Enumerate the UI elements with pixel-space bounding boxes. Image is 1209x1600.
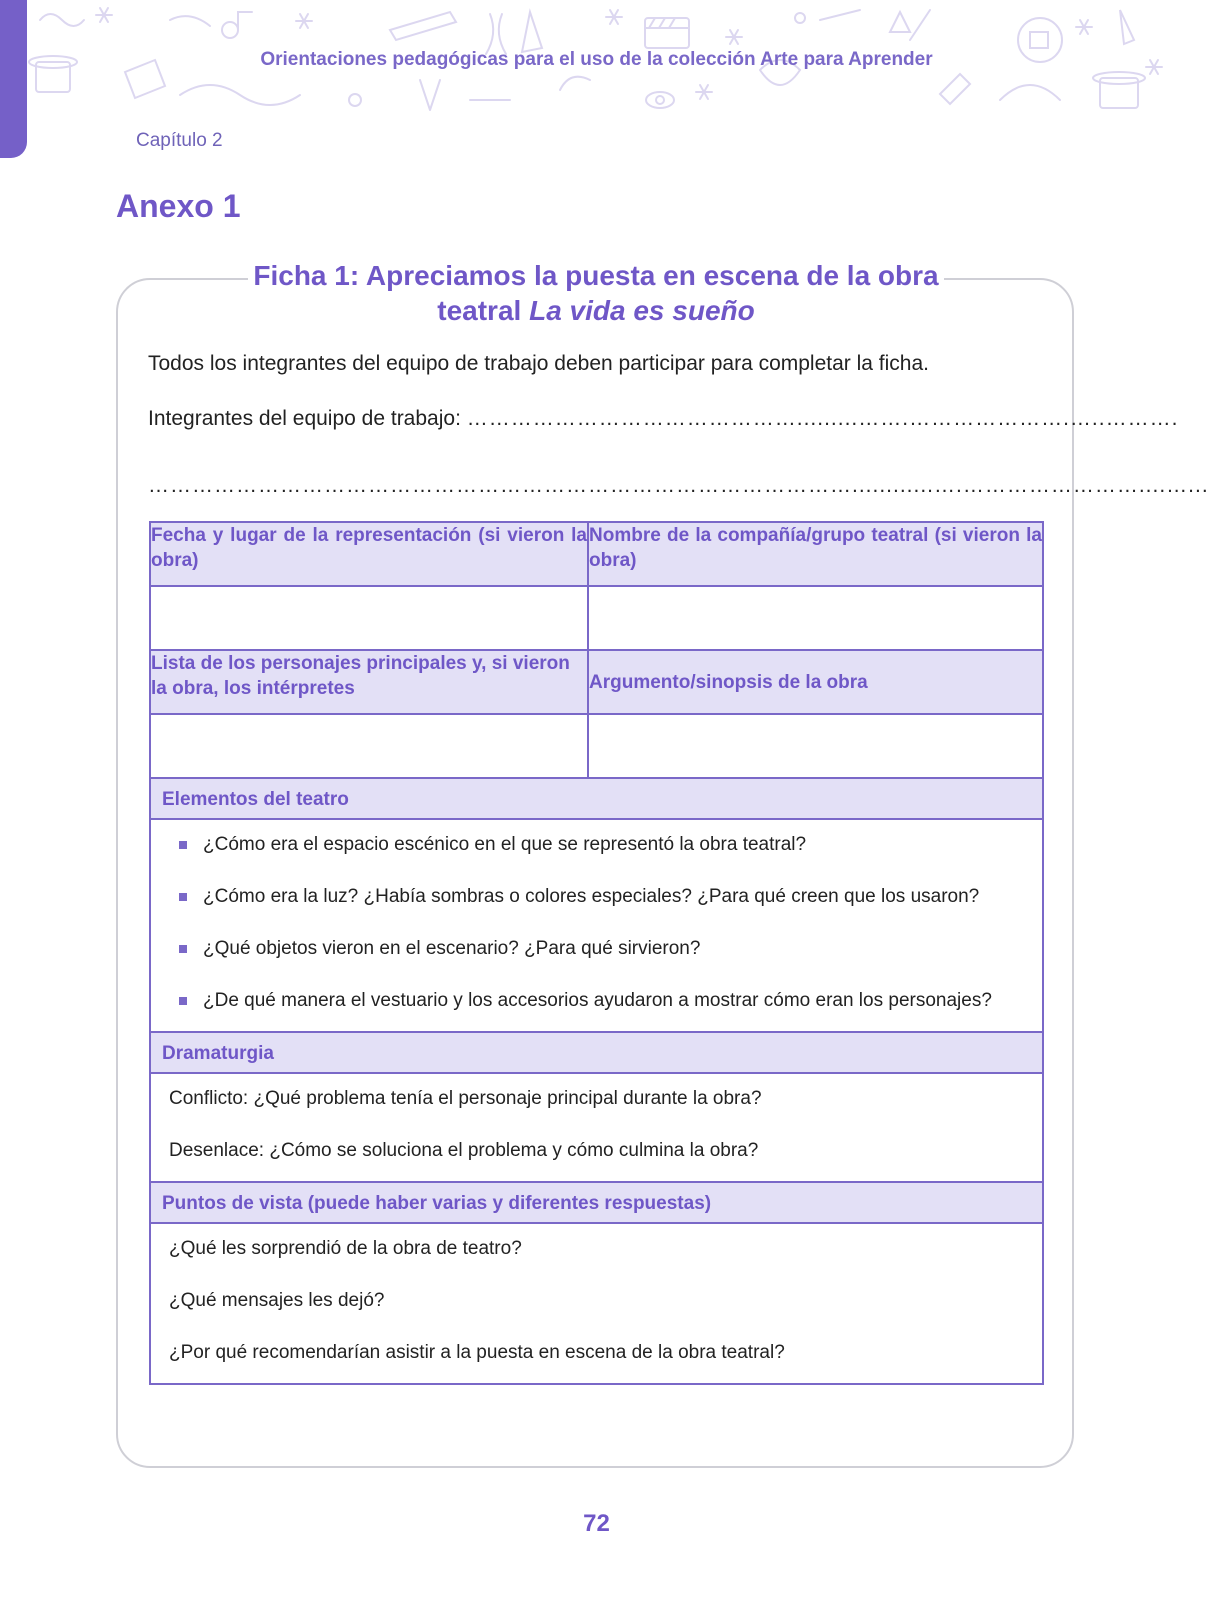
worksheet-instructions: Todos los integrantes del equipo de trabajo deben participar para completar la ficha. (148, 352, 929, 375)
section-body-viewpoints (150, 1223, 1043, 1384)
worksheet-title-prefix: teatral (437, 295, 530, 326)
list-item (151, 936, 1042, 961)
header-characters: Lista de los personajes principales y, si vieron la obra, los intérpretes (150, 650, 588, 714)
worksheet-title-line1: Ficha 1: Apreciamos la puesta en escena de la obra (253, 260, 939, 291)
answer-cell-synopsis[interactable] (588, 714, 1043, 778)
header-date-place: Fecha y lugar de la representación (si vieron la obra) (150, 522, 588, 586)
chapter-label: Capítulo 2 (136, 130, 223, 151)
header-company: Nombre de la compañía/grupo teatral (si vieron la obra) (588, 522, 1043, 586)
square-bullet-icon (179, 841, 187, 849)
worksheet-title (248, 258, 944, 328)
question-text: ¿De qué manera el vestuario y los accesorios ayudaron a mostrar cómo eran los personajes? (203, 990, 992, 1011)
header-synopsis: Argumento/sinopsis de la obra (588, 650, 1043, 714)
list-item (151, 832, 1042, 857)
team-members-fill-line: ……………………………………….........…….………………….…..………. (466, 407, 1179, 430)
question-text: Desenlace: ¿Cómo se soluciona el problema y cómo culmina la obra? (169, 1140, 759, 1161)
section-heading-viewpoints: Puntos de vista (puede haber varias y diferentes respuestas) (150, 1182, 1043, 1223)
question-text: Conflicto: ¿Qué problema tenía el personaje principal durante la obra? (169, 1088, 762, 1109)
question-text: ¿Por qué recomendarían asistir a la puesta en escena de la obra teatral? (169, 1342, 785, 1363)
question-text: ¿Cómo era la luz? ¿Había sombras o colores especiales? ¿Para qué creen que los usaron? (203, 886, 980, 907)
team-members-line (148, 407, 1179, 431)
square-bullet-icon (179, 945, 187, 953)
square-bullet-icon (179, 893, 187, 901)
question-text: ¿Qué les sorprendió de la obra de teatro? (169, 1238, 522, 1259)
worksheet-table (149, 521, 1044, 1385)
answer-cell-characters[interactable] (150, 714, 588, 778)
header-title: Orientaciones pedagógicas para el uso de la colección Arte para Aprender (260, 49, 933, 70)
team-members-label: Integrantes del equipo de trabajo: (148, 407, 467, 430)
section-heading-dramaturgy: Dramaturgia (150, 1032, 1043, 1073)
answer-cell-company[interactable] (588, 586, 1043, 650)
list-item (151, 988, 1042, 1013)
square-bullet-icon (179, 997, 187, 1005)
question-text: ¿Qué objetos vieron en el escenario? ¿Para qué sirvieron? (203, 938, 701, 959)
play-title: La vida es sueño (529, 295, 755, 326)
team-members-fill-line-2: ……………………………………………………………………………………............….……………………....…... (148, 474, 1209, 497)
answer-cell-date-place[interactable] (150, 586, 588, 650)
question-text: ¿Cómo era el espacio escénico en el que se representó la obra teatral? (203, 834, 807, 855)
section-body-dramaturgy (150, 1073, 1043, 1182)
worksheet-title-line2 (248, 293, 944, 328)
section-body-theatre-elements (150, 819, 1043, 1032)
question-text: ¿Qué mensajes les dejó? (169, 1290, 385, 1311)
section-heading-theatre-elements: Elementos del teatro (150, 778, 1043, 819)
page-number: 72 (583, 1510, 610, 1537)
annex-title: Anexo 1 (116, 188, 241, 224)
list-item (151, 884, 1042, 909)
